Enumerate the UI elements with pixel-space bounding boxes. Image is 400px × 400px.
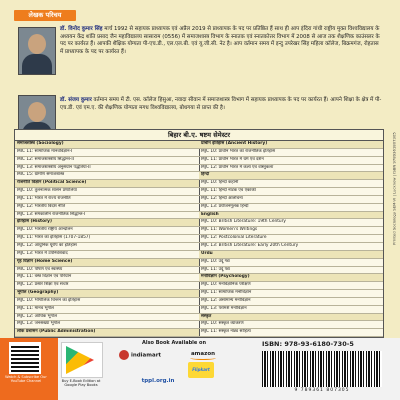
paper-row: MJC 10: संस्कृत व्याकरण [199,321,383,329]
author1-bio [60,26,382,56]
subject-heading: लोक प्रशासन (Public Administration) [15,329,199,337]
paper-row: MJC 10: भौगोलिक चिन्तन का इतिहास [15,298,199,306]
subject-heading: गृह विज्ञान (Home Science) [15,259,199,267]
subject-heading: इतिहास (History) [15,219,199,227]
isbn-text: ISBN: 978-93-6180-730-5 [262,340,354,348]
subject-heading: प्राचीन इतिहास (Ancient History) [199,141,383,149]
website-link[interactable]: tppl.org.in [141,378,175,384]
subject-heading: English [199,212,383,220]
indiamart-logo-icon [119,350,129,360]
barcode [262,351,382,387]
paper-row: MJC 13: जनसंख्या भूगोल [15,321,199,329]
paper-row: MJC 11: संस्कृत नाट्य साहित्य [199,329,383,337]
paper-row: MJC 12: असामान्य मनोविज्ञान [199,298,383,306]
subject-heading: समाजशास्त्र (Sociology) [15,141,199,149]
syllabus-right-column [199,141,383,337]
paper-row: MIC 11: सामाजिक मानवविज्ञान-I [15,149,199,157]
author2-bio-text: वर्तमान समय में टी. एस. कॉलेज हिसुआ, नवादा सीवान में समाजशास्त्र विभाग में सहायक प्राध्यापक के पद पर कार्यरत हैं। आपने शिक्षा के क्षेत्र में पी-एच.डी. एवं एम.ए. की शैक्षणिक योग्यता मगध विश्वविद्यालय, बोधगया से प्राप्त की है। [60,97,382,111]
paper-row: MIC 15: ग्रामीण समाजशास्त्र [15,172,199,180]
author-section-tag: लेखक परिचय [14,10,76,21]
also-available-label: Also Book Available on [141,340,207,346]
indiamart-link[interactable] [112,350,168,366]
subject-heading: भूगोल (Geography) [15,290,199,298]
paper-row: MJC 10: मनोवैज्ञानिक परीक्षण [199,282,383,290]
paper-row: MJC 11: मानव भूगोल [15,306,199,314]
author1-photo [18,27,56,75]
syllabus-title: बिहार बी.ए. षष्टम सेमेस्टर [14,129,384,141]
subject-heading: राजनीति विज्ञान (Political Science) [15,180,199,188]
side-print-text: Printed Sociology SEM-VI | Lucknow | ISBN 9789361807305 [391,132,397,245]
paper-row: MJC 13: परामर्श मनोविज्ञान [199,306,383,314]
subject-heading: Urdu [199,251,383,259]
paper-row: MJC 11: Women's Writings [199,227,383,235]
paper-row: MJC 12: आधुनिक यूरोप का इतिहास [15,243,199,251]
paper-row: MJC 11: उर्दू पद्य [199,267,383,275]
paper-row: MJC 11: भारत का इतिहास (1707-1857) [15,235,199,243]
flipkart-link[interactable] [188,362,214,378]
barcode-number: 9 789361 807305 [294,388,350,393]
subject-heading: हिन्दी [199,172,383,180]
amazon-link[interactable] [175,350,231,360]
paper-row: MJC 10: भारतीय राष्ट्रीय आन्दोलन [15,227,199,235]
paper-row: MIC 10: पोषण एवं स्वास्थ्य [15,267,199,275]
paper-row: MJC 11: हिन्दी नाटक एवं एकांकी [199,188,383,196]
youtube-caption: Watch & Subscribe Our YouTube Channel [5,375,47,384]
paper-row: MJC 10: प्राचीन भारत का राजनीतिक इतिहास [199,149,383,157]
author2-bio [60,97,382,112]
paper-row: MJC 13: समकालीन राजनीतिक सिद्धान्त-I [15,212,199,220]
paper-row: MJC 12: आर्थिक भूगोल [15,314,199,322]
subject-heading: मनोविज्ञान (Psychology) [199,274,383,282]
indiamart-label: indiamart [130,352,162,359]
paper-row: MJC 11: प्राचीन भारत में धर्म एवं दर्शन [199,157,383,165]
subject-heading: संस्कृत [199,314,383,322]
side-print-info [388,60,396,320]
paper-row: MJC 11: भारत में राज्य राजनीति [15,196,199,204]
paper-row: MJC 12: हिन्दी आलोचना [199,196,383,204]
gplay-caption: Buy E-Book Edition at Google Play Books [61,379,101,388]
paper-row: MIC 12: समाजशास्त्रीय सिद्धान्त-II [15,157,199,165]
syllabus-table [14,140,384,338]
paper-row: MJC 11: वस्त्र विज्ञान एवं परिधान [15,274,199,282]
paper-row: MJC 13: प्रयोजनमूलक हिन्दी [199,204,383,212]
author1-bio-text: मार्च 1992 से सहायक प्राध्यापक एवं अप्रैल 2019 से प्राध्यापक के पद पर प्रतिष्ठित हैं साथ ही आप इंदिरा गांधी राष्ट्रीय मुक्त विश्वविद्यालय के अध्ययन केंद्र शांति प्रसाद जैन महाविद्यालय सासाराम (0556) में समाजशास्त्र विभाग के स्नातक एवं स्नातकोत्तर विभाग में 2008 से आज तक शैक्षणिक काउंसलर के पद पर कार्यरत हैं। आपकी शैक्षिक योग्यता पी-एच.डी., एल.एल.बी. एवं यू.जी.सी. नेट है। आप वर्तमान समय में इन्दु उपरेखर सिंह महिला कॉलेज, बिक्रमगंज, रोहतास में प्राध्यापक के पद पर कार्यरत हैं। [60,26,380,55]
paper-row: MJC 13: भारत में उपनिवेशवाद [15,251,199,259]
paper-row: MJC 10: तुलनात्मक शासन प्रणालियाँ [15,188,199,196]
paper-row: MJC 11: सामाजिक मनोविज्ञान [199,290,383,298]
paper-row: MJC 12: Postcolonial Literature [199,235,383,243]
qr-code-icon[interactable] [9,342,41,374]
paper-row: MJC 12: प्राचीन भारत में कला एवं वास्तुकला [199,165,383,173]
paper-row: MJC 12: प्रसार शिक्षा एवं संचार [15,282,199,290]
flipkart-label: Flipkart [192,367,210,372]
paper-row: MJC 10: उर्दू गद्य [199,259,383,267]
paper-row: MJC 13: समाजशास्त्रीय अनुसंधान पद्धतियाँ-II [15,165,199,173]
author2-name: डॉ. संजय कुमार [60,97,92,103]
syllabus-left-column [15,141,200,337]
amazon-label: amazon [190,351,216,357]
paper-row: MJC 10: हिन्दी कहानी [199,180,383,188]
paper-row: MJC 13: British Literature: Early 20th Century [199,243,383,251]
paper-row: MJC 12: भारतीय विदेश नीति [15,204,199,212]
author1-name: डॉ. विनोद कुमार सिंह [60,26,103,32]
paper-row: MJC 10: British Literature: 19th Century [199,219,383,227]
